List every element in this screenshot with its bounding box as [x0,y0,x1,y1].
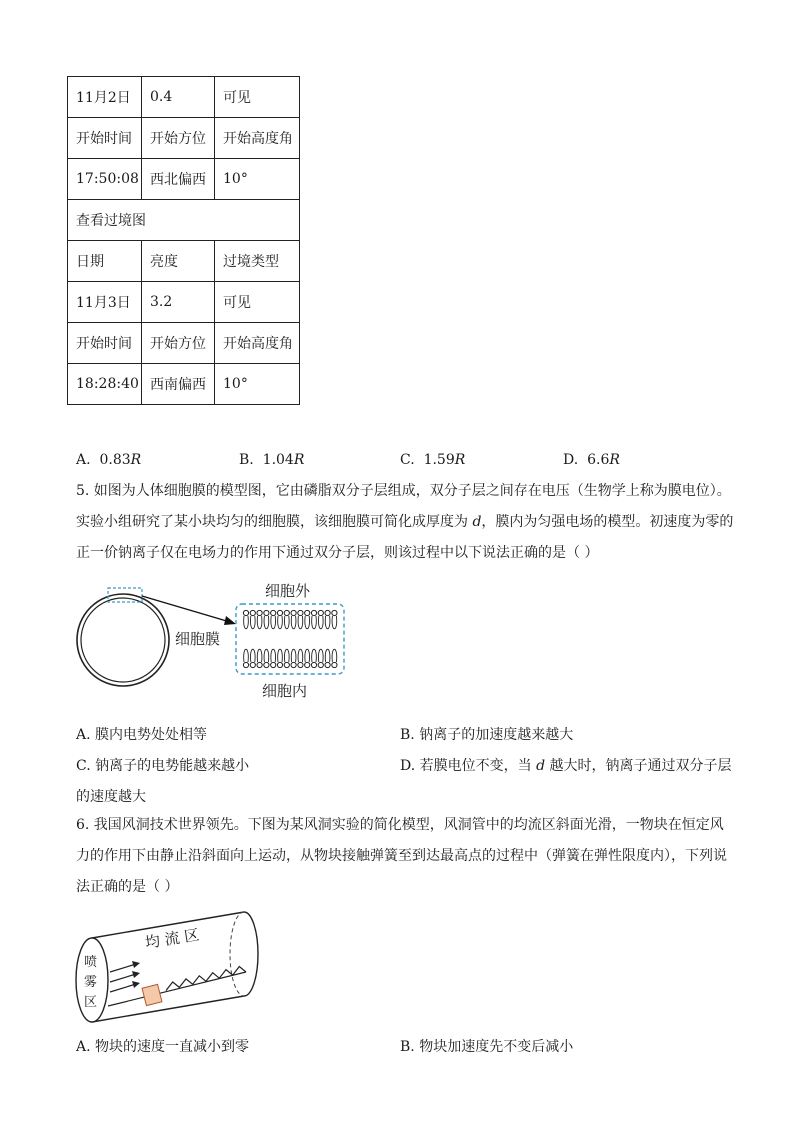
q6-stem-line3: 法正确的是（ ） [76,879,179,895]
lipid-head [250,610,255,615]
lipid-head [284,662,289,667]
lipid-tail [284,616,289,662]
table-cell: 开始高度角 [215,118,300,159]
table-cell: 开始时间 [68,323,142,364]
q5-variable-d: d [536,758,546,774]
table-cell: 亮度 [142,241,215,282]
lipid-tail [271,616,276,662]
lipid-tail [325,616,330,662]
incline-surface [108,972,246,1006]
table-row [68,200,300,241]
option-value: 1.59 [423,452,455,468]
q5-stem-line1: 5. 如图为人体细胞膜的模型图，它由磷脂双分子层组成，双分子层之间存在电压（生物学上称为膜电位）。 [76,483,731,499]
option-value: 1.04 [262,452,294,468]
q5-stem-line2 [76,507,733,538]
q5-text: 实验小组研究了某小块均匀的细胞膜，该细胞膜可简化成厚度为 [76,514,473,530]
table-row [68,241,300,282]
table-cell: 11月2日 [68,77,142,118]
table-cell: 开始高度角 [215,323,300,364]
lipid-head [332,610,337,615]
table-cell: 18:28:40 [68,364,142,405]
table-row [68,118,300,159]
lipid-head [250,662,255,667]
q6-stem-line2: 力的作用下由静止沿斜面向上运动，从物块接触弹簧至到达最高点的过程中（弹簧在弹性限度内），下列说 [76,848,727,864]
lipid-tail [332,616,337,662]
lipid-tail [318,616,323,662]
q5-text: D. 若膜电位不变，当 [400,758,537,774]
lipid-tail [291,616,296,662]
table-cell: 10° [215,159,300,200]
lipid-head [257,662,262,667]
table-cell: 西北偏西 [142,159,215,200]
option-letter: C. [400,452,415,468]
q4-option-a [76,452,141,468]
table-cell-view-map: 查看过境图 [68,200,300,241]
table-cell: 17:50:08 [68,159,142,200]
option-unit: R [293,452,305,468]
option-unit: R [609,452,620,468]
lipid-tail [305,616,310,662]
option-letter: D. [563,452,579,468]
q5-option-d [400,755,732,775]
lipid-head [318,662,323,667]
q5-option-c: C. 钠离子的电势能越来越小 [76,758,250,774]
arrow-head-icon [224,616,236,625]
table-row [68,282,300,323]
q5-stem-line3: 正一价钠离子仅在电场力的作用下通过双分子层，则该过程中以下说法正确的是（ ） [76,545,599,561]
table-cell: 可见 [215,282,300,323]
tunnel-outline [92,912,244,1022]
lipid-head [291,662,296,667]
wind-arrows [110,961,140,992]
lipid-tail [244,616,249,662]
lipid-head [284,610,289,615]
option-unit: R [130,452,142,468]
q5-option-d-cont: 的速度越大 [76,789,146,805]
spring [166,967,246,991]
option-letter: B. [239,452,254,468]
lipid-tail [298,616,303,662]
lipid-head [298,610,303,615]
lipid-tail [257,616,262,662]
lipid-head [305,610,310,615]
zoom-box [236,604,344,674]
option-letter: A. [76,452,91,468]
label-spray-1: 喷 [84,955,98,970]
table-cell: 可见 [215,77,300,118]
lipid-tail [312,616,317,662]
membrane-outer-circle [77,594,169,686]
lipid-head [332,662,337,667]
lipid-head [277,662,282,667]
q5-option-b: B. 钠离子的加速度越来越大 [400,727,574,743]
table-cell: 开始时间 [68,118,142,159]
table-cell: 过境类型 [215,241,300,282]
q6-option-a: A. 物块的速度一直减小到零 [76,1039,250,1055]
lipid-head [325,610,330,615]
lipid-tail [278,616,283,662]
satellite-pass-table [67,76,300,405]
table-cell: 11月3日 [68,282,142,323]
label-spray-3: 区 [84,995,98,1010]
q6-stem-line1: 6. 我国风洞技术世界领先。下图为某风洞实验的简化模型，风洞管中的均流区斜面光滑，一物块在恒定风 [76,817,724,833]
option-unit: R [454,452,466,468]
lipid-head [243,610,248,615]
cell-membrane-figure [70,578,360,706]
table-cell: 开始方位 [142,323,215,364]
q6-option-b: B. 物块加速度先不变后减小 [400,1039,574,1055]
lipid-head [298,662,303,667]
option-value: 6.6 [587,452,610,468]
label-spray-2: 雾 [84,975,98,990]
lipid-head [243,662,248,667]
table-cell: 0.4 [142,77,215,118]
block [142,984,162,1005]
tunnel-back-hidden [230,912,244,996]
lipid-head [311,662,316,667]
label-outside: 细胞外 [265,582,311,600]
q4-option-d [563,452,620,468]
q4-option-b [239,452,304,468]
lipid-tail [250,616,255,662]
table-cell: 10° [215,364,300,405]
table-cell: 3.2 [142,282,215,323]
membrane-inner-circle [81,598,165,682]
q4-option-c [400,452,465,468]
label-uniform-flow: 均 流 区 [143,925,201,952]
q5-text: 越大时，钠离子通过双分子层 [545,758,732,774]
lipid-head [305,662,310,667]
table-row [68,323,300,364]
lipid-head [325,662,330,667]
lipid-head [291,610,296,615]
zoom-arrow [142,596,230,622]
q5-option-a: A. 膜内电势处处相等 [76,727,208,743]
table-row [68,159,300,200]
table-cell: 日期 [68,241,142,282]
label-inside: 细胞内 [262,682,308,700]
table-cell: 开始方位 [142,118,215,159]
lipid-head [271,662,276,667]
q5-variable-d: d [472,514,482,530]
lipid-head [264,662,269,667]
phospholipid-bilayer [243,610,337,667]
table-cell: 西南偏西 [142,364,215,405]
lipid-head [271,610,276,615]
lipid-tail [264,616,269,662]
lipid-head [257,610,262,615]
tunnel-back-end [244,912,258,996]
label-membrane: 细胞膜 [175,630,221,648]
wind-tunnel-figure [74,906,264,1024]
table-row [68,77,300,118]
lipid-head [311,610,316,615]
table-row [68,364,300,405]
lipid-head [264,610,269,615]
q5-text: ，膜内为匀强电场的模型。初速度为零的 [481,514,734,530]
lipid-head [277,610,282,615]
lipid-head [318,610,323,615]
option-value: 0.83 [99,452,131,468]
